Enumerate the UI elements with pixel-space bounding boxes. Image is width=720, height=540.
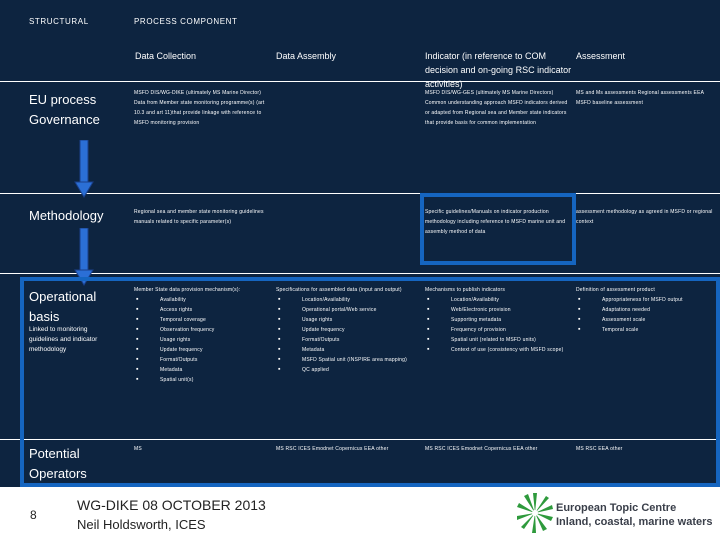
methodology-assessment: assessment methodology as agreed in MSFD or regional context [576,209,713,225]
list-item: ▪ Web/Electronic provision [425,305,570,315]
list-item: ▪ Metadata [134,365,274,375]
operators-assessment: MS RSC EEA other [576,446,623,452]
operational-sublabel: Linked to monitoring guidelines and indicator methodology [29,326,98,353]
list-item: ▪ Context of use (consistency with MSFD scope) [425,345,570,355]
list-item: ▪ Format/Outputs [134,355,274,365]
operational-assessment-intro: Definition of assessment product [576,287,655,293]
etc-logo-text [556,501,713,529]
operators-indicator: MS RSC ICES Emodnet Copernicus EEA other [425,446,538,452]
list-item: ▪ Assessment scale [576,315,714,325]
list-item: ▪ Usage rights [276,315,418,325]
footer-title: WG-DIKE 08 OCTOBER 2013 [77,497,266,513]
operational-indicator-intro: Mechanisms to publish indicators [425,287,506,293]
col-assessment: Assessment [576,51,626,61]
list-item: ▪ MSFD Spatial unit (INSPIRE area mapping) [276,355,418,365]
list-item: ▪ Supporting metadata [425,315,570,325]
list-item: ▪ Location/Availability [425,295,570,305]
list-item: ▪ Appropriateness for MSFD output [576,295,714,305]
row-label-operators: Potential Operators [29,446,87,481]
governance-assessment: MS and Ms assessments Regional assessments EEA MSFD baseline assessment [576,90,704,106]
row-label-operational: Operational basis [29,289,97,324]
methodology-indicator: Specific guidelines/Manuals on indicator production methodology including reference to MSFD marine unit and assembly method of data [425,209,566,235]
list-item: ▪ Update frequency [276,325,418,335]
operational-highlight [20,277,720,487]
governance-indicator: MSFD DIS/WG-GES (ultimately MS Marine Directors) Common understanding approach MSFD indicators derived or adapted from Regional sea and Member state indicators that provide basis for common implementation [425,90,568,126]
etc-logo-icon [516,491,554,535]
operators-collection: MS [134,446,142,452]
list-item: ▪ Observation frequency [134,325,274,335]
col-data-collection: Data Collection [135,51,197,61]
methodology-collection: Regional sea and member state monitoring guidelines manuals related to specific parameter(s) [134,209,264,225]
row-divider [0,193,720,194]
process-header: PROCESS COMPONENT [134,17,238,26]
arrow-down-icon [74,140,94,198]
col-indicator: Indicator (in reference to COM decision and on-going RSC indicator activities) [425,51,572,89]
list-item: ▪ QC applied [276,365,418,375]
row-label-methodology: Methodology [29,208,104,223]
list-item: ▪ Frequency of provision [425,325,570,335]
list-item: ▪ Availability [134,295,274,305]
list-item: ▪ Spatial unit (related to MSFD units) [425,335,570,345]
row-label-governance: EU process Governance [29,92,100,127]
structural-header: STRUCTURAL [29,17,89,26]
operational-collection-intro: Member State data provision mechanism(s): [134,287,241,293]
list-item: ▪ Spatial unit(s) [134,375,274,385]
logo-line-2: Inland, coastal, marine waters [556,516,713,528]
list-item: ▪ Metadata [276,345,418,355]
list-item: ▪ Temporal coverage [134,315,274,325]
row-divider [0,273,720,274]
row-divider [0,81,720,82]
governance-collection: MSFD DIS/WG-DIKE (ultimately MS Marine Director) Data from Member state monitoring programme(s) (art 10.3 and art 11)that provide linkage with reference to MSFD monitoring provision [134,90,265,126]
list-item: ▪ Operational portal/Web service [276,305,418,315]
page-number: 8 [30,508,37,522]
list-item: ▪ Access rights [134,305,274,315]
list-item: ▪ Adaptations needed [576,305,714,315]
col-data-assembly: Data Assembly [276,51,337,61]
list-item: ▪ Update frequency [134,345,274,355]
list-item: ▪ Format/Outputs [276,335,418,345]
footer-subtitle: Neil Holdsworth, ICES [77,517,206,532]
list-item: ▪ Usage rights [134,335,274,345]
list-item: ▪ Location/Availability [276,295,418,305]
operational-assembly-intro: Specifications for assembled data (input and output) [276,287,402,293]
logo-line-1: European Topic Centre [556,502,677,514]
indicator-methodology-highlight [420,193,576,265]
operators-assembly: MS RSC ICES Emodnet Copernicus EEA other [276,446,389,452]
list-item: ▪ Temporal scale [576,325,714,335]
